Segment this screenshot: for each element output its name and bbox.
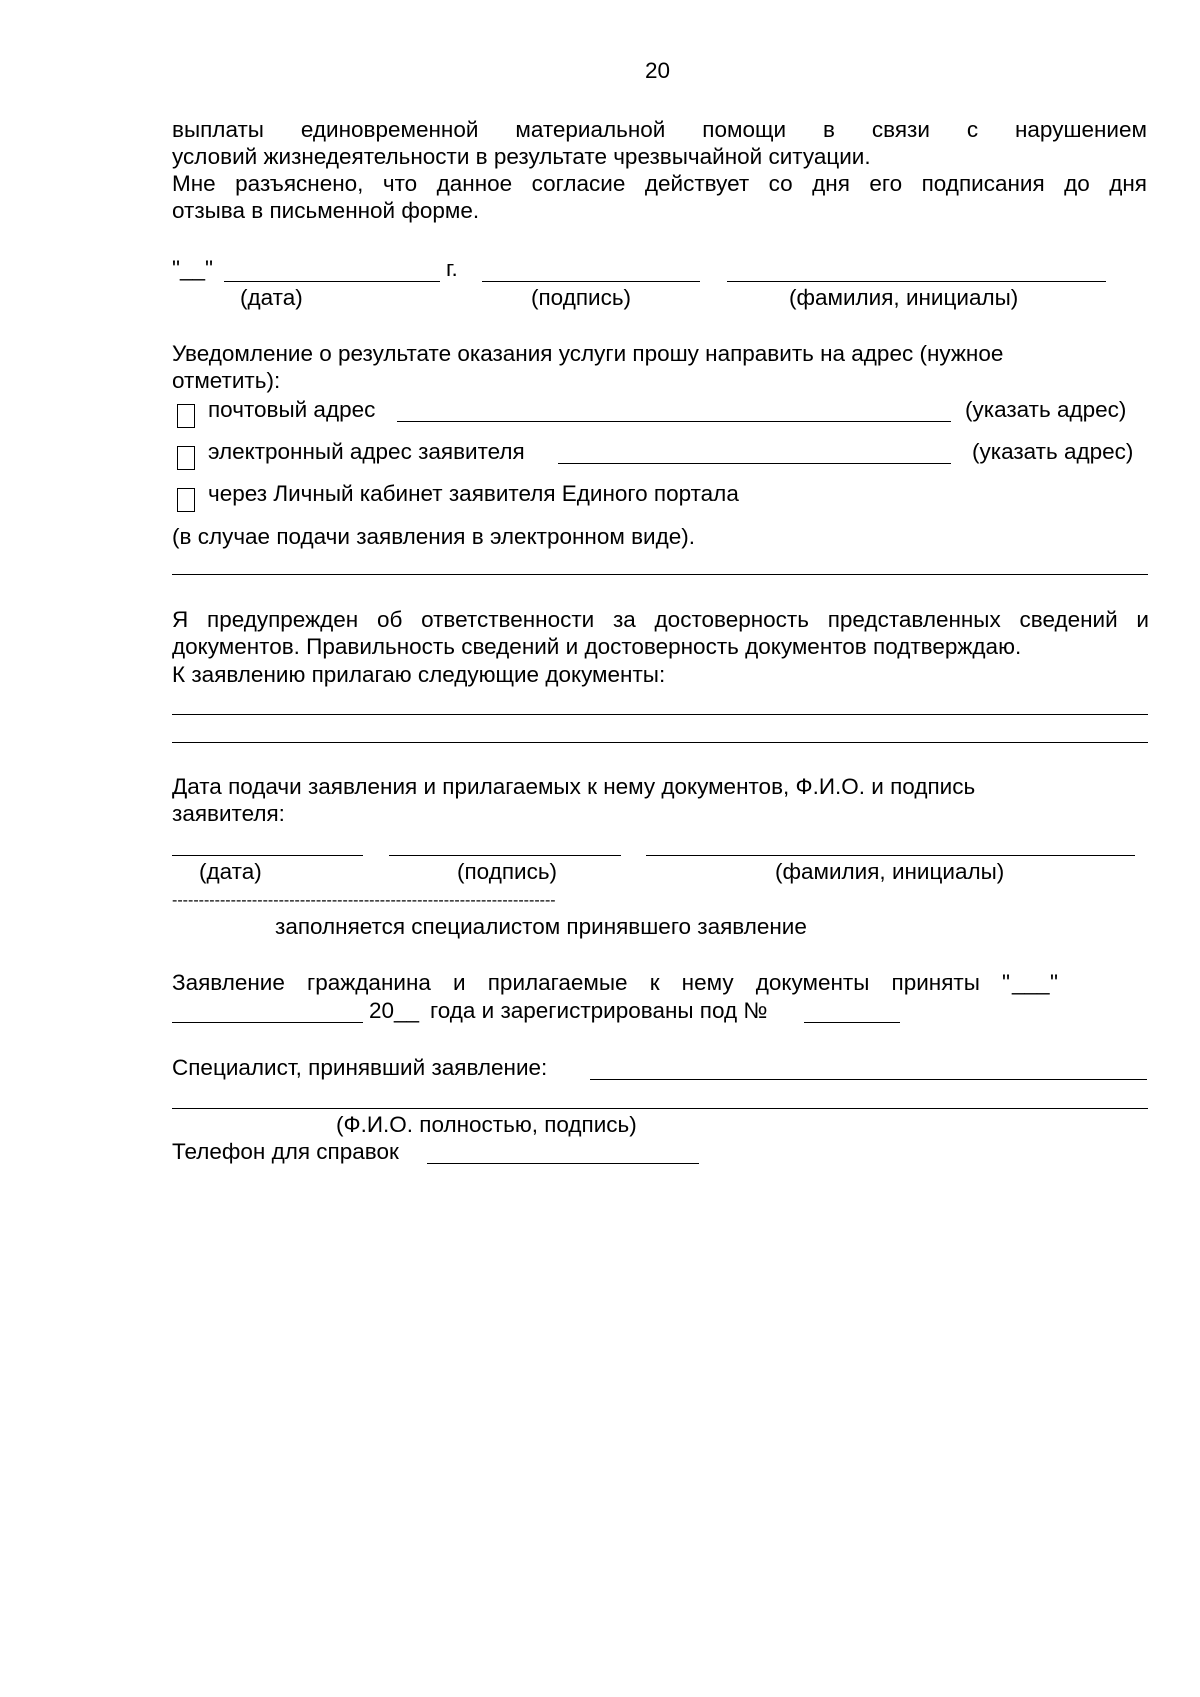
email-address-line[interactable] bbox=[558, 463, 951, 464]
submission-name-caption: (фамилия, инициалы) bbox=[775, 859, 1005, 884]
consent-line-1: выплаты единовременной материальной помощи в связи с нарушением bbox=[172, 117, 1147, 142]
accepted-line-1-text: Заявление гражданина и прилагаемые к нему документы приняты " bbox=[172, 970, 1010, 995]
submission-signature-caption: (подпись) bbox=[457, 859, 558, 884]
specialist-line-1[interactable] bbox=[590, 1079, 1147, 1080]
name-caption: (фамилия, инициалы) bbox=[789, 285, 1019, 310]
specialist-line-2[interactable] bbox=[172, 1108, 1148, 1109]
registered-under-text: года и зарегистрированы под № bbox=[430, 998, 768, 1023]
notification-divider-line bbox=[172, 574, 1148, 575]
page-number: 20 bbox=[645, 58, 671, 83]
signature-caption: (подпись) bbox=[531, 285, 632, 310]
notification-line-1: Уведомление о результате оказания услуги прошу направить на адрес (нужное bbox=[172, 341, 1004, 366]
attached-documents-line-1[interactable] bbox=[172, 714, 1148, 715]
submission-date-caption: (дата) bbox=[199, 859, 262, 884]
postal-address-label: почтовый адрес bbox=[208, 397, 376, 422]
signature-blank-line bbox=[482, 281, 700, 282]
consent-line-4: отзыва в письменной форме. bbox=[172, 198, 480, 223]
submission-name-line[interactable] bbox=[646, 855, 1135, 856]
responsibility-line-3: К заявлению прилагаю следующие документы: bbox=[172, 662, 666, 687]
consent-line-3: Мне разъяснено, что данное согласие действует со дня его подписания до дня bbox=[172, 171, 1147, 196]
day-quote: "__" bbox=[172, 256, 214, 281]
postal-address-line[interactable] bbox=[397, 421, 951, 422]
portal-cabinet-label: через Личный кабинет заявителя Единого портала bbox=[208, 481, 739, 506]
electronic-note: (в случае подачи заявления в электронном виде). bbox=[172, 524, 695, 549]
email-address-label: электронный адрес заявителя bbox=[208, 439, 525, 464]
date-blank-line bbox=[224, 281, 440, 282]
fio-caption: (Ф.И.О. полностью, подпись) bbox=[336, 1112, 637, 1137]
email-address-checkbox[interactable] bbox=[177, 446, 195, 470]
notification-line-2: отметить): bbox=[172, 368, 281, 393]
submission-date-line[interactable] bbox=[172, 855, 363, 856]
accepted-year: 20__ bbox=[369, 998, 420, 1023]
phone-line[interactable] bbox=[427, 1163, 699, 1164]
email-address-hint: (указать адрес) bbox=[972, 439, 1134, 464]
postal-address-checkbox[interactable] bbox=[177, 404, 195, 428]
accepted-close-quote: " bbox=[1050, 970, 1058, 995]
submission-signature-line[interactable] bbox=[389, 855, 621, 856]
phone-label: Телефон для справок bbox=[172, 1139, 399, 1164]
responsibility-line-2: документов. Правильность сведений и достоверность документов подтверждаю. bbox=[172, 634, 1022, 659]
postal-address-hint: (указать адрес) bbox=[965, 397, 1127, 422]
submission-line-1: Дата подачи заявления и прилагаемых к нему документов, Ф.И.О. и подпись bbox=[172, 774, 976, 799]
year-mark: г. bbox=[446, 256, 458, 281]
specialist-label: Специалист, принявший заявление: bbox=[172, 1055, 548, 1080]
dashed-separator: ------------------------------------------------------------------------ bbox=[172, 893, 556, 909]
responsibility-line-1: Я предупрежден об ответственности за достоверность представленных сведений и bbox=[172, 607, 1149, 632]
portal-cabinet-checkbox[interactable] bbox=[177, 488, 195, 512]
accepted-month-line[interactable] bbox=[172, 1022, 363, 1023]
submission-line-2: заявителя: bbox=[172, 801, 285, 826]
date-caption: (дата) bbox=[240, 285, 303, 310]
registration-number-line[interactable] bbox=[804, 1022, 900, 1023]
attached-documents-line-2[interactable] bbox=[172, 742, 1148, 743]
consent-line-2: условий жизнедеятельности в результате чрезвычайной ситуации. bbox=[172, 144, 871, 169]
specialist-heading: заполняется специалистом принявшего заявление bbox=[275, 914, 807, 939]
name-blank-line bbox=[727, 281, 1106, 282]
accepted-day-blank: ___ bbox=[1012, 970, 1050, 995]
